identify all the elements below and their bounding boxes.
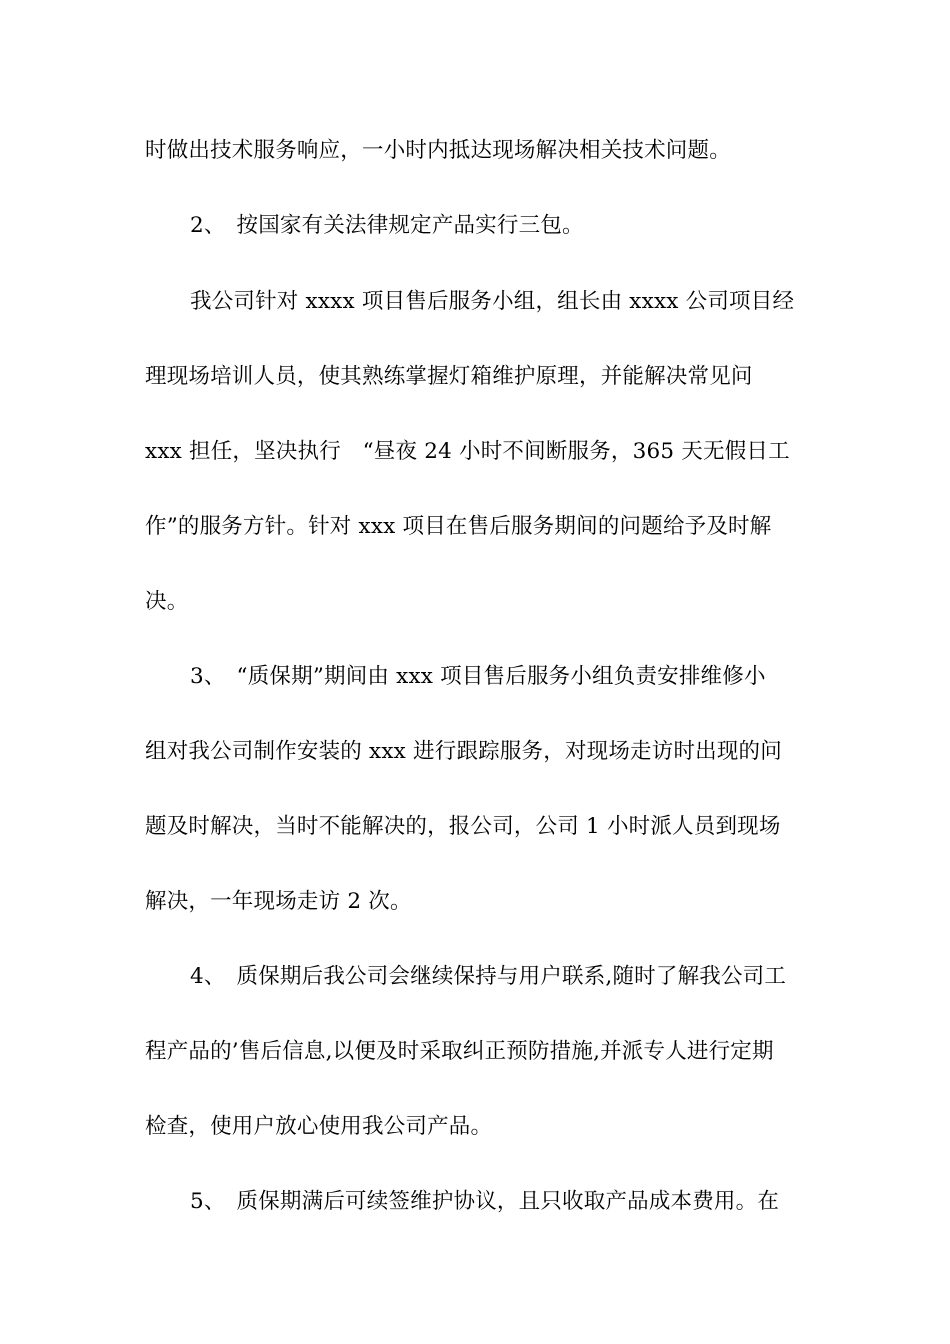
text-line: 程产品的’售后信息,以便及时采取纠正预防措施,并派专人进行定期 [145,1039,774,1064]
text-line: 决。 [145,589,189,614]
text-line: 我公司针对 xxxx 项目售后服务小组，组长由 xxxx 公司项目经 [190,289,795,314]
text-line: 检查，使用户放心使用我公司产品。 [145,1114,493,1139]
text-line: 时做出技术服务响应，一小时内抵达现场解决相关技术问题。 [145,138,731,163]
text-line: 组对我公司制作安装的 xxx 进行跟踪服务，对现场走访时出现的问 [145,739,782,764]
list-item-3: 3、 “质保期”期间由 xxx 项目售后服务小组负责安排维修小 [190,664,766,689]
list-item-4: 4、 质保期后我公司会继续保持与用户联系,随时了解我公司工 [190,964,787,989]
text-line: xxx 担任，坚决执行 “昼夜 24 小时不间断服务，365 天无假日工 [145,439,790,464]
text-line: 作”的服务方针。针对 xxx 项目在售后服务期间的问题给予及时解 [145,514,772,539]
text-line: 解决，一年现场走访 2 次。 [145,889,412,914]
text-line: 题及时解决，当时不能解决的，报公司，公司 1 小时派人员到现场 [145,814,781,839]
list-item-5: 5、 质保期满后可续签维护协议，且只收取产品成本费用。在 [190,1189,780,1214]
text-line: 理现场培训人员，使其熟练掌握灯箱维护原理，并能解决常见问 [145,364,753,389]
list-item-2: 2、 按国家有关法律规定产品实行三包。 [190,213,584,238]
